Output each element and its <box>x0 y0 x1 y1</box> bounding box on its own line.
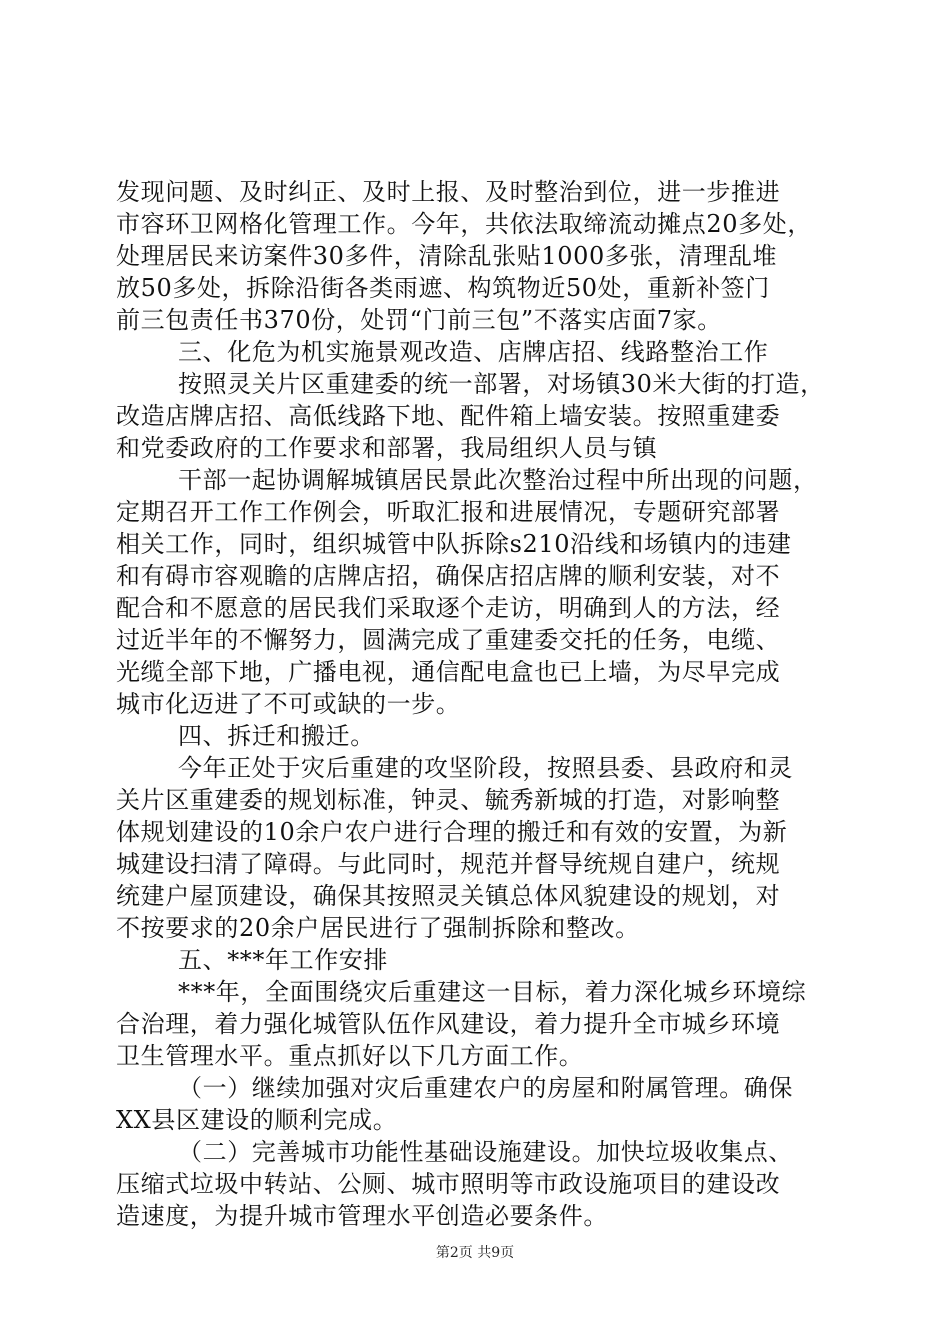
text-line: 压缩式垃圾中转站、公厕、城市照明等市政设施项目的建设改 <box>116 1170 781 1198</box>
text-line: 城市化迈进了不可或缺的一步。 <box>116 690 461 718</box>
text-line: 卫生管理水平。重点抓好以下几方面工作。 <box>116 1042 584 1070</box>
text-line: 处理居民来访案件30多件，清除乱张贴1000多张，清理乱堆 <box>116 242 778 270</box>
text-line: 造速度，为提升城市管理水平创造必要条件。 <box>116 1202 608 1230</box>
text-line: 体规划建设的10余户农户进行合理的搬迁和有效的安置，为新 <box>116 818 788 846</box>
paragraph-first-line: 今年正处于灾后重建的攻坚阶段，按照县委、县政府和灵 <box>178 754 793 782</box>
text-line: 前三包责任书370份，处罚“门前三包”不落实店面7家。 <box>116 306 722 334</box>
text-line: 改造店牌店招、高低线路下地、配件箱上墙安装。按照重建委 <box>116 402 781 430</box>
section-heading: 五、***年工作安排 <box>178 946 388 974</box>
paragraph-first-line: ***年，全面围绕灾后重建这一目标，着力深化城乡环境综 <box>178 978 807 1006</box>
page-number-footer: 第2页 共9页 <box>435 1245 515 1261</box>
paragraph-first-line: 干部一起协调解城镇居民景此次整治过程中所出现的问题， <box>178 466 818 494</box>
section-heading: 三、化危为机实施景观改造、店牌店招、线路整治工作 <box>178 338 769 366</box>
text-line: 定期召开工作工作例会，听取汇报和进展情况，专题研究部署 <box>116 498 781 526</box>
list-item-line: （二）完善城市功能性基础设施建设。加快垃圾收集点、 <box>178 1138 793 1166</box>
text-line: 和有碍市容观瞻的店牌店招，确保店招店牌的顺利安装，对不 <box>116 562 781 590</box>
text-line: XX县区建设的顺利完成。 <box>116 1106 398 1134</box>
text-line: 配合和不愿意的居民我们采取逐个走访，明确到人的方法，经 <box>116 594 781 622</box>
paragraph-first-line: 按照灵关片区重建委的统一部署，对场镇30米大街的打造， <box>178 370 825 398</box>
text-line: 市容环卫网格化管理工作。今年，共依法取缔流动摊点20多处， <box>116 210 812 238</box>
text-line: 不按要求的20余户居民进行了强制拆除和整改。 <box>116 914 640 942</box>
text-line: 和党委政府的工作要求和部署，我局组织人员与镇 <box>116 434 658 462</box>
text-line: 过近半年的不懈努力，圆满完成了重建委交托的任务，电缆、 <box>116 626 781 654</box>
text-line: 关片区重建委的规划标准，钟灵、毓秀新城的打造，对影响整 <box>116 786 781 814</box>
text-line: 发现问题、及时纠正、及时上报、及时整治到位，进一步推进 <box>116 178 781 206</box>
text-line: 合治理，着力强化城管队伍作风建设，着力提升全市城乡环境 <box>116 1010 781 1038</box>
text-line: 相关工作，同时，组织城管中队拆除s210沿线和场镇内的违建 <box>116 530 792 558</box>
list-item-line: （一）继续加强对灾后重建农户的房屋和附属管理。确保 <box>178 1074 793 1102</box>
text-line: 城建设扫清了障碍。与此同时，规范并督导统规自建户，统规 <box>116 850 781 878</box>
section-heading: 四、拆迁和搬迁。 <box>178 722 375 750</box>
text-line: 统建户屋顶建设，确保其按照灵关镇总体风貌建设的规划，对 <box>116 882 781 910</box>
text-line: 放50多处，拆除沿街各类雨遮、构筑物近50处，重新补签门 <box>116 274 770 302</box>
text-line: 光缆全部下地，广播电视，通信配电盒也已上墙，为尽早完成 <box>116 658 781 686</box>
